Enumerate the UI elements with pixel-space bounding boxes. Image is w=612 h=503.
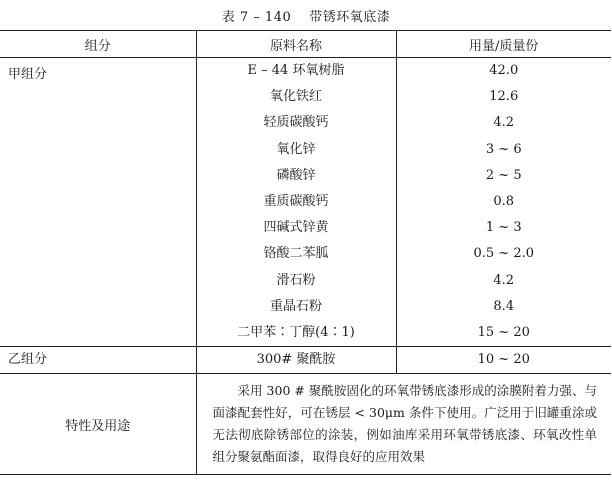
material-amount: 4.2 (493, 115, 515, 131)
group-b-material: 300# 聚酰胺 (256, 352, 336, 368)
header-component: 组分 (0, 31, 196, 58)
group-b-label: 乙组分 (8, 352, 48, 368)
material-name: E – 44 环氧树脂 (247, 63, 345, 78)
material-name: 重质碳酸钙 (263, 193, 329, 209)
header-amount: 用量/质量份 (396, 31, 611, 58)
table-name: 带锈环氧底漆 (309, 10, 391, 25)
material-amount: 42.0 (489, 63, 519, 78)
table-title (0, 6, 612, 25)
material-name: 磷酸锌 (276, 167, 316, 183)
group-a-row (0, 58, 611, 347)
material-amount: 15 ~ 20 (477, 324, 530, 340)
group-a-materials (196, 58, 396, 347)
header-material: 原料名称 (196, 31, 396, 58)
group-a-label: 甲组分 (8, 67, 48, 82)
material-name: 重晶石粉 (269, 298, 322, 314)
material-name: 滑石粉 (276, 272, 316, 288)
material-amount: 0.5 ~ 2.0 (473, 246, 534, 262)
material-amount: 2 ~ 5 (485, 167, 522, 183)
header-row (0, 31, 611, 58)
material-amount: 0.8 (493, 193, 515, 209)
usage-row (0, 374, 611, 475)
material-amount: 3 ~ 6 (485, 141, 522, 157)
material-name: 氧化铁红 (269, 89, 322, 105)
formula-table (0, 30, 611, 475)
material-name: 四碱式锌黄 (263, 220, 329, 236)
material-amount: 8.4 (493, 298, 515, 314)
table-number: 表 7 – 140 (221, 10, 292, 25)
material-amount: 12.6 (489, 89, 519, 105)
material-name: 二甲苯∶丁醇(4∶1) (237, 324, 355, 340)
material-amount: 1 ~ 3 (485, 220, 522, 236)
material-name: 氧化锌 (276, 141, 316, 157)
material-name: 轻质碳酸钙 (263, 115, 329, 131)
material-amount: 4.2 (493, 272, 515, 288)
usage-text: 采用 300 # 聚酰胺固化的环氧带锈底漆形成的涂膜附着力强、与面漆配套性好，可在锈层 < 30μm 条件下使用。广泛用于旧罐重涂或无法彻底除锈部位的涂装，例如油库采用环氧带锈底漆、环氧改性单组分聚氨酯面漆，取得良好的应用效果 (212, 383, 597, 465)
usage-label: 特性及用途 (0, 374, 196, 475)
group-a-amounts (396, 58, 611, 347)
group-b-amount: 10 ~ 20 (477, 352, 530, 368)
material-name: 铬酸二苯胍 (263, 246, 329, 262)
group-b-row (0, 347, 611, 374)
